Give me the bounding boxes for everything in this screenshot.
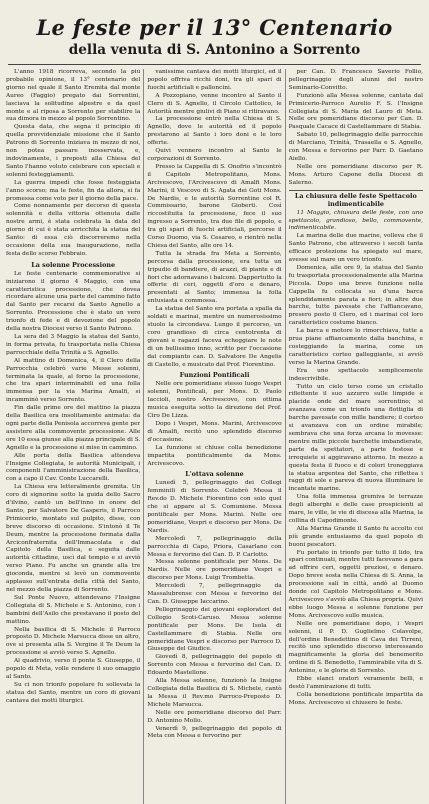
paragraph: Giovedì 8, pellegrinaggio del popolo di Sorrento con Messa e fervorino del Can. D. Edoardo Mastellone. (147, 654, 282, 677)
paragraph: La processione entrò nella Chiesa di S. Agnello, dove le autorità ed il popolo prestarono al Santo i loro doni e le loro offerte. (147, 116, 282, 147)
paragraph: La funzione si chiuse colla benedizione impartita pontificalmente da Mons. Arcivescovo. (147, 444, 282, 467)
paragraph: L'anno 1918 ricorreva, secondo la più probabile opinione, il 13° centenario del giorno nel quale il Santo Eremita dal monte Aureo (Faggio) pregato dai Sorrentini, lasciava la solitudine alpestre e da quel monte e al riposa a Sorrento per stabilire la sua dimora in mezzo al popolo Sorrentino. (6, 69, 141, 123)
article-columns (6, 69, 423, 804)
paragraph: Una folla immensa gremiva le terrazze degli alberghi e delle case prospicienti al mare, le ville, le vie di discesa alla Marina, la collina di Capodimonte. (288, 494, 423, 524)
paragraph: Sabato 10, pellegrinaggio delle parrocchie di Marciano, Trinità, Trasaella e S. Agnello, con Messa e fervorino per Parr. D. Gaetano Aiello. (288, 132, 423, 162)
paragraph: Nelle ore pomeridiane discorso per R. Mons. Arturo Capone della Diocesi di Salerno. (288, 163, 423, 186)
paragraph: Lunedì 5, pellegrinaggio dei Collegi femminili di Sorrento. Celebrò Messa il Rev.do D. Michele Fiorentino con solo quel che si appare al S. Comunione. Messa pontificale per Mons. Marini. Nelle ore pomeridiane, Vespri e discorso per Mons. De Nardis. (147, 480, 282, 534)
paragraph: Dopo i Vespri, Mons. Marini, Arcivescovo di Amalfi, recitò uno splendido discorso d'occasione. (147, 420, 282, 443)
section-heading: Funzioni Pontificali (179, 371, 250, 380)
paragraph: Nelle ore pomeridiane dopo, i Vespri solenni, il P. D. Guglielmo Colavolpe, dell'ordine Benedettino di Cava dei Tirreni, recitò uno splendido discorso interessando magnificamente la gloria del benemerito ordine di S. Benedetto, l'ammirabile vita di S. Antonino, e le glorie di Sorrento. (288, 620, 423, 675)
paragraph: Tutta la strada fra Meta a Sorrento, percorsa dalla processione, era tutta un tripudio di bandiere, di arazzi, di piante e di fiori che adornavano i balconi. Dappertutto la offerte di ceri, oggetti d'oro e denaro, presentati al Santo; immensa la folla entusiasta e commossa. (147, 250, 282, 305)
paragraph: Fu portato in trionfo per tutto il lido, tra spari continuati, mentre tutti facevano a gara ad offrire ceri, oggetti preziosi, e denaro. Dopo breve sosta nella Chiesa di S. Anna, la processione salì in città, andò al Duomo donde col Capitolo Metropolitano e Mons. Arcivescovo s'avviò alla Chiesa propria. Quivi ebbe luogo Messa e solenne funzione per Mons. Arcivescovo sullo musica. (288, 549, 423, 619)
paragraph: Fin dalle prime ore del mattino la piazza della Basilica era insolitamente animata: da ogni parte della Penisola accorreva gente per assistere alla commovente processione. Alle ore 10 essa giunse alla piazza principale di S. Agnello e la processione si mise in cammino. (6, 405, 141, 451)
paragraph: La statua del Santo era portata a spalla da soldati e marinai, mentre un numerosissimo stuolo la circondava. Lungo il percorso, un coro grandioso di circa centotrenta di giovani e ragazzi faceva echeggiare le note di un bellissimo inno, scritto per l'occasione dal compianto can. D. Salvatore De Angelis di Castello, e musicato dal Prof. Fiorentino. (147, 306, 282, 368)
section-heading: La chiusura delle feste Spettacolo indimenticabile (289, 190, 423, 208)
paragraph: Era uno spettacolo semplicemente indescrivibile. (288, 367, 423, 382)
paragraph: Presso la Cappella di S. Onofrio s'incontrò il Capitolo Metropolitano, Mons. Arcivescovo, l'Arcivescovo di Amalfi Mons. Marini, il Vescovo di S. Agata dei Goti Mons. De Nardis, e le autorità Sorrentine col R. Commissario, barone Gioberti. Così riccostituita la processione, fece il suo ingresso a Sorrento, tra due file di popolo, e tra gli spari di fuochi artificiali, percorse il Corso Duomo, via S. Cesareo, e rientrò nella Chiesa del Santo, alle ore 14. (147, 163, 282, 249)
column-2 (143, 69, 281, 804)
paragraph: Mercoledì 7, pellegrinaggio da Massalubrense con Messa e fervorino del Can. D. Giuseppe Iaccarino. (147, 583, 282, 605)
paragraph: Le feste centenarie commemorative si iniziarono il giorno 4 Maggio, con una caratteristica processione, che dovea ricordare alcune una parte del cammino fatto dal Santo per recarsi da Santo Agnello a Sorrento. Processione che è stato un vero trionfo di fede e di devozione del popolo della nostra Diocesi verso il Santo Patrono. (6, 270, 141, 333)
paragraph: Ebbe slanci oratori veramente belli, e destò l'ammirazione di tutti. (288, 676, 423, 690)
paragraph: Sul Ponte Nuovo, attendevano l'Insigne Collegiata di S. Michele e S. Antonino, con i bambini dell'Asilo che prestavano il posto del mattino. (6, 594, 141, 625)
paragraph: Funzionò alla Messa solenne, cantata dal Primicerio-Parroco Aurelio F. S. l'Insigne Collegiata di S. Maria del Lauro di Meta. Nelle ore pomeridiane discorso per Can. D. Pasquale Cacace di Castellammare di Stabia. (288, 92, 423, 131)
paragraph: Su ci non trionfo popolare fu sollevata la statua del Santo, mentre un coro di giovani cantava dei motti liturgici. (6, 681, 141, 704)
paragraph: Messa solenne pontificale per Mons. De Nardis. Nelle ore pomeridiane Vespri e discorso per Mons. Luigi Trombetta. (147, 559, 282, 582)
paragraph: Alla Marina Grande il Santo fu accolto coi più grande entusiasmo da quel popolo di buoni pescatori. (288, 525, 423, 548)
paragraph: La barca e motore lo rimorchiava, tutte a prua piane affiancamento dalla banchina, e costeggiando la marina, come un caratteristico corteo galleggiante, si avviò verso la Marina Grande. (288, 328, 423, 366)
paragraph: Nelle ore pomeridiane stesso luogo Vespri solenni, Pontificali, per Mons. D. Paolo Iaccioli, nostro Arcivescovo, con ottima musica eseguita sotto la direzione del Prof. Ciro De Lizza. (147, 381, 282, 420)
article-title: Le feste per il 13° Centenario (36, 15, 393, 40)
paragraph: Venerdì 9, pellegrinaggio dei popolo di Meta con Messa e fervorino per (147, 725, 282, 740)
paragraph: Al quadrivio, verso il ponte S. Giuseppe, il popolo di Meta, volle rendere il suo omaggio al Santo. (6, 658, 141, 680)
article-subtitle: della venuta di S. Antonino a Sorrento (68, 42, 361, 58)
paragraph: Alle porta della Basilica attendeva l'Insigne Collegiata, le autorità Municipali, i componenti l'amministrazione della Basilica, con a capo il Cav. Conte Luccarelli. (6, 452, 141, 483)
column-3 (285, 69, 423, 804)
paragraph: Nelle ore pomeridiane discorso del Parr. D. Antonino Mollo. (147, 709, 282, 724)
paragraph: Quivi vennero incontro al Santo le corporazioni di Sorrento. (147, 148, 282, 162)
section-heading: L'ottava solenne (185, 470, 244, 479)
title-rule (8, 64, 421, 65)
paragraph: Colla benedizione pontificale impartita da Mons. Arcivescovo si chiusero le feste. (288, 691, 423, 706)
paragraph: 11 Maggio, chiusura delle feste, con uno spettacolo, grandioso, bello, commovente, indimenticabile. (288, 209, 423, 232)
paragraph: Questa data, che segna il principio di quella provvidenziale missione che il Santo Patrono di Sorrento iniziava in mezzo di noi, non potea passare inosservata, e, indovinamente, i preposti alla Chiesa del Santo l'hanno voluto celebrare con speciali e solenni festeggiamenti. (6, 124, 141, 178)
paragraph: Tutto un cielo terso come un cristallo riflettente il suo azzurro sulle limpide e placide onde del mare sorrentino; si avanzava come un trionfo una flottiglia di barche pavesate con mille bandiere; il corteo si avanzava con un ordine mirabile; sembrava che una forza arcana lo movesse: mentre mille piccole barchette imbandierate, parte da spettatori, a parte festose e irrequiete si aggiravano attorno. In mezzo a questa festa il fuoco e di colori troneggiava la statua argentea del Santo, che riflettea i raggi di sole e pareva di nuova illuminare le incantate marine. (288, 383, 423, 493)
paragraph: A Pozzopiano, venne incontro al Santo il Clero di S. Agnello, il Circolo Cattolico, le Autorità mentre giulivi di Piano si ritiravano. (147, 92, 282, 115)
paragraph: La guerra impedì che fosse festeggiata l'anno scorso; ma le feste, fin da allora, si fa promessa come voto per il giorno della pace. (6, 179, 141, 202)
paragraph: La Chiesa era letteralmente gremita. Un coro di signorine sotto la guida dello Sacro d'ilvino, cantò un bell'inno in onore del Santo, per Salvatore De Gasperis, il Parroco Primicerio, montato sul pulpito, disse, con breve discorso di occasione. S'intonò il Te Deum, mentre la processione formata dalla Arciconfraternita dell'Immacolata e dal Capitolo della Basilica, e seguita dalle autorità cittadine, uscì dal tempio e si avviò verso Piano. Fu anche un grande alla tre gioconda, mentre si levò un commovente applauso sull'entrata della città del Santo, nel mezzo della piazza di Sorrento. (6, 484, 141, 593)
section-heading: La solenne Processione (31, 260, 116, 269)
paragraph: Pellegrinaggio dei giovani esploratori del Collegio Scoti-Caruso. Messa solenne pontificale per Mons. De Isola di Castellammare di Stabia. Nelle ore pomeridiane Vespri e discorso per Parroco D. Giuseppe del Giudice. (147, 606, 282, 653)
paragraph: vanissime cantava dei motti liturgici, ed il popolo offriva ricchi doni, tra gli spari di fuochi artificiali e palloncini. (147, 69, 282, 91)
paragraph: Alla Messa solenne, funzionò la Insigne Collegiata della Basilica di S. Michele, cantò la Messa il Rev.mo Parroco-Preposto D. Michele Marsucca. (147, 678, 282, 708)
paragraph: Domenica, alle ore 9, la statua del Santo fu trasportata processionalmente alla Marina Piccola. Dopo una breve funzione nella Cappella fu collocata su d'una barca splendidamente parata a fiori; in altre due barche, tutte pavesate che l'affiancavano, presero posto il Clero, ed i marinai col loro caratteristico costume bianco. (288, 264, 423, 327)
column-1 (6, 69, 140, 804)
paragraph: Al mattino di Domenica, 4, il Clero della Parrocchia celebrò varie Messe solenni, terminata la quale, al forno la processione, che tra spari interminabili ed una folla immensa per la via Marina Amalfi, si incamminò verso Sorrento. (6, 357, 141, 404)
paragraph: Mercoledì 7, pellegrinaggio della parrocchia di Capo, Priora, Casarlano con Messa e fervorino del Can. D. P. Carlotto. (147, 535, 282, 558)
paragraph: Nella basilica di S. Michele il Parroco proposto D. Michele Marsucca disse un altro, ove si presenta alla S. Vergine il Te Deum la processione si avviò verso S. Agnello. (6, 626, 141, 657)
paragraph: Come nonnamente per decorso di questa solennità e della vittoria ottenuta dalle nostre armi, è stata celebrata la data del giorno di cui è stata arricchita la statua del Santo: di essa ciò discorreremo nella occasione della sua inaugurazione, nella festa dello scorso Febbraio. (6, 203, 141, 257)
paragraph: La marina delle due marine, volleva che il Santo Patrono, che attraverso i secoli tanta efficace protezione ha spiegato sul mare, avesse sul mare un vero trionfo. (288, 233, 423, 264)
paragraph: La sera del 3 Maggio la statua del Santo, in forma privata, fu trasportata nella Chiesa parrocchiale della Trinità a S. Agnello. (6, 334, 141, 356)
paragraph: per Can. D. Francesco Saverio Follio, pellegrinaggio degli alunni del nostro Seminario-Convitto. (288, 69, 423, 91)
